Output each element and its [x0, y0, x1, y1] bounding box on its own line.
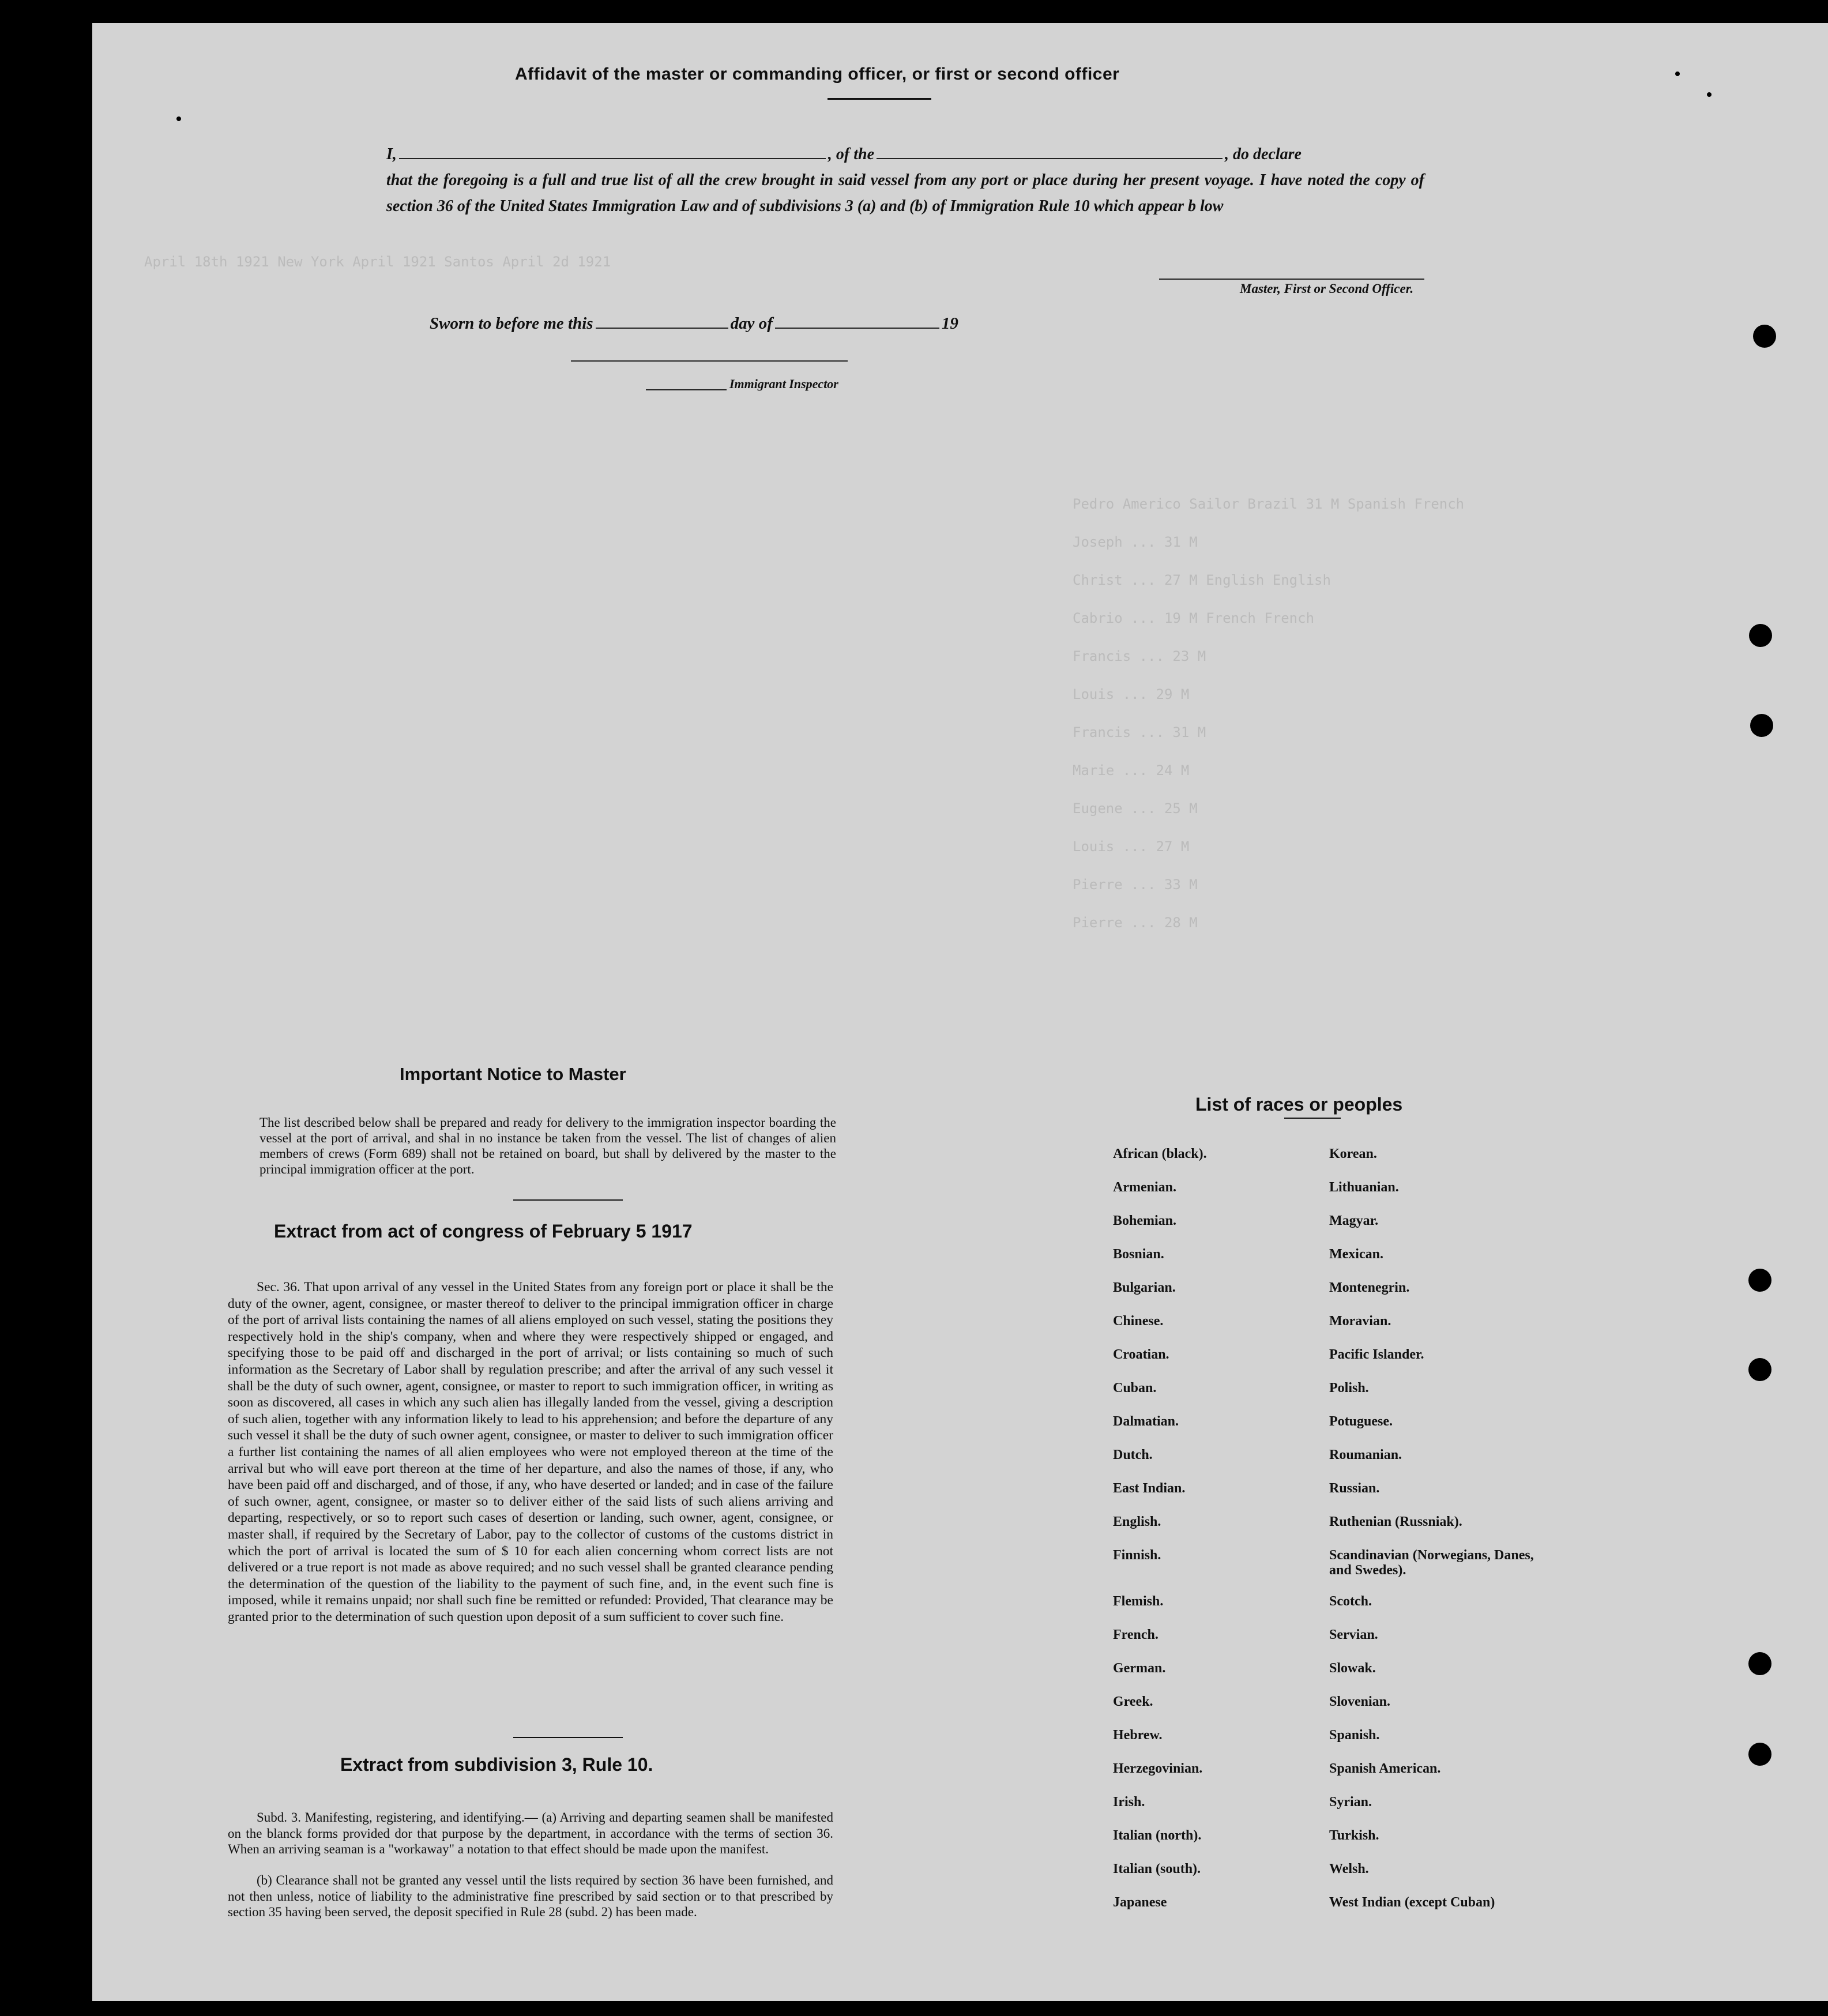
master-signature-caption: Master, First or Second Officer. — [1240, 281, 1414, 296]
races-title — [1195, 1094, 1402, 1115]
notice-rule — [513, 1199, 623, 1201]
race-item: East Indian. — [1113, 1481, 1186, 1496]
punch-hole — [1750, 714, 1773, 737]
race-item: Servian. — [1329, 1627, 1378, 1642]
vessel-name-field[interactable] — [877, 158, 1223, 159]
race-item: Montenegrin. — [1329, 1280, 1410, 1295]
inspector-caption: Immigrant Inspector — [729, 377, 838, 391]
act-extract-title: Extract from act of congress of February 5 1917 — [274, 1221, 693, 1242]
race-item: Scotch. — [1329, 1594, 1372, 1609]
race-item: Mexican. — [1329, 1247, 1383, 1262]
bleed-through-row: Pierre ... 28 M — [1073, 915, 1198, 931]
race-item: Dutch. — [1113, 1447, 1153, 1462]
affidavit-body — [386, 141, 1424, 219]
race-item: Roumanian. — [1329, 1447, 1402, 1462]
bleed-through-row: Marie ... 24 M — [1073, 762, 1190, 778]
bleed-through-row: Louis ... 27 M — [1073, 838, 1190, 855]
year-label: 19 — [941, 314, 958, 333]
bleed-through-row: Francis ... 31 M — [1073, 724, 1206, 740]
punch-hole — [1748, 1743, 1771, 1766]
bleed-through-row: Francis ... 23 M — [1073, 648, 1206, 664]
race-item: English. — [1113, 1514, 1161, 1529]
document-page — [92, 23, 1828, 2001]
race-item: Syrian. — [1329, 1795, 1372, 1810]
race-item: Pacific Islander. — [1329, 1347, 1424, 1362]
notice-body: The list described below shall be prepared and ready for delivery to the immigration inspector boarding the vessel at the port of arrival, and shal in no instance be taken from the vessel. The list of changes of alien members of crews (Form 689) shall not be retained on board, but shall by delivered by the master to the principal immigration officer at the port. — [259, 1115, 836, 1176]
bleed-through-row: Christ ... 27 M English English — [1073, 572, 1331, 588]
affidavit-do-declare-label: , do declare — [1225, 145, 1302, 163]
bleed-through-row: Cabrio ... 19 M French French — [1073, 610, 1315, 626]
bleed-through-header: April 18th 1921 New York April 1921 Santos April 2d 1921 — [144, 254, 611, 270]
punch-hole — [1748, 1358, 1771, 1381]
race-item: Spanish American. — [1329, 1761, 1441, 1776]
bleed-through-row: Pierre ... 33 M — [1073, 877, 1198, 893]
race-item: Russian. — [1329, 1481, 1380, 1496]
race-item: Dalmatian. — [1113, 1414, 1179, 1429]
race-item: Magyar. — [1329, 1213, 1379, 1228]
bleed-through-row: Eugene ... 25 M — [1073, 800, 1198, 817]
race-item: French. — [1113, 1627, 1159, 1642]
race-item: Flemish. — [1113, 1594, 1164, 1609]
race-item: Spanish. — [1329, 1728, 1380, 1743]
race-item: Italian (south). — [1113, 1861, 1201, 1876]
act-extract-rule — [513, 1737, 623, 1738]
race-item: Scandinavian (Norwegians, Danes, and Swedes). — [1329, 1548, 1534, 1578]
bleed-through-row: Joseph ... 31 M — [1073, 534, 1198, 550]
race-item: Slovenian. — [1329, 1694, 1391, 1709]
race-item: Greek. — [1113, 1694, 1153, 1709]
rule-extract-para-a: Subd. 3. Manifesting, registering, and identifying.— (a) Arriving and departing seamen shall be manifested on the blanck forms provided dor that purpose by the department, in accordance with the terms of section 36. When an arriving seaman is a "workaway" a notation to that effect should be made upon the manifest. — [228, 1810, 833, 1856]
affidavit-title: Affidavit of the master or commanding officer, or first or second officer — [515, 65, 1120, 84]
master-name-field[interactable] — [399, 158, 826, 159]
affidavit-title-rule — [828, 98, 931, 100]
affidavit-i-label: I, — [386, 145, 397, 163]
affidavit-first-line — [386, 141, 1424, 167]
race-item: West Indian (except Cuban) — [1329, 1895, 1495, 1910]
race-item: Polish. — [1329, 1381, 1369, 1396]
rule-extract-title: Extract from subdivision 3, Rule 10. — [340, 1754, 653, 1775]
notice-title: Important Notice to Master — [400, 1064, 626, 1084]
punch-hole — [1748, 1269, 1771, 1292]
inspector-signature-line[interactable] — [571, 360, 848, 362]
day-of-label: day of — [730, 314, 773, 333]
race-item: African (black). — [1113, 1146, 1207, 1161]
race-item: Irish. — [1113, 1795, 1145, 1810]
race-item: Turkish. — [1329, 1828, 1379, 1843]
sworn-label: Sworn to before me this — [430, 314, 593, 333]
bleed-through-row: Pedro Americo Sailor Brazil 31 M Spanish French — [1073, 496, 1465, 512]
race-item: Ruthenian (Russniak). — [1329, 1514, 1462, 1529]
race-item: Potuguese. — [1329, 1414, 1393, 1429]
act-extract-body: Sec. 36. That upon arrival of any vessel in the United States from any foreign port or place it shall be the duty of the owner, agent, consignee, or master thereof to deliver to the principal immigration officer in charge of the port of arrival lists containing the names of all aliens employed on such vessel, stating the positions they respectively hold in the ship's company, when and where they were respectively shipped or engaged, and specifying those to be paid off and discharged in the port of arrival; or lists containing so much of such information as the Secretary of Labor shall by regulation prescribe; and after the arrival of any such vessel it shall be the duty of such owner, agent, consignee, or master to report to such immigration officer, in writing as soon as discovered, all cases in which any such alien has illegally landed from the vessel, giving a description of such alien, together with any information likely to lead to his apprehension; and before the departure of any such vessel it shall be the duty of such owner agent, consignee, or master to deliver to such immigration officer a further list containing the names of all alien employees who were not employed thereon at the time of the arrival but who will eave port thereon at the time of her departure, and also the names of those, if any, who have been paid off and discharged, and of those, if any, who have deserted or landed; and in case of the failure of such owner, agent, consignee, or master so to deliver either of the said lists of such aliens arriving and departing, respectively, or so to report such cases of desertion or landing, such owner, agent, consignee, or master shall, if required by the Secretary of Labor, pay to the collector of customs of the customs district in which the port of arrival is located the sum of $ 10 for each alien concerning whom correct lists are not delivered or a true report is not made as above required; and no such vessel shall be granted clearance pending the determination of the question of the liability to the payment of such fine, and, in the event such fine is imposed, while it remains unpaid; nor shall such fine be remitted or refunded: Provided, That clearance may be granted prior to the determination of such question upon deposit of a sum sufficient to cover such fine. — [228, 1280, 833, 1624]
bleed-through-row: Louis ... 29 M — [1073, 686, 1190, 702]
race-item: Moravian. — [1329, 1314, 1391, 1329]
race-item: Welsh. — [1329, 1861, 1369, 1876]
stray-mark — [176, 116, 181, 121]
rule-extract-para-b: (b) Clearance shall not be granted any vessel until the lists required by section 36 have been furnished, and not then unless, notice of liability to the administrative fine prescribed by said section or to that prescribed by section 35 having been served, the deposit specified in Rule 28 (subd. 2) has been made. — [228, 1873, 833, 1919]
races-title-underline — [1284, 1118, 1341, 1119]
race-item: Cuban. — [1113, 1381, 1157, 1396]
races-title-text: List of races or peoples — [1195, 1094, 1403, 1115]
stray-mark — [1675, 72, 1680, 76]
race-item: Korean. — [1329, 1146, 1377, 1161]
race-item: Hebrew. — [1113, 1728, 1163, 1743]
affidavit-of-the-label: , of the — [828, 145, 875, 163]
race-item: Armenian. — [1113, 1180, 1176, 1195]
sworn-day-field[interactable] — [596, 328, 728, 329]
race-item: Italian (north). — [1113, 1828, 1202, 1843]
race-item: Bosnian. — [1113, 1247, 1164, 1262]
sworn-row — [430, 314, 958, 333]
race-item: Slowak. — [1329, 1661, 1376, 1676]
race-item: Japanese — [1113, 1895, 1167, 1910]
race-item: Finnish. — [1113, 1548, 1161, 1563]
punch-hole — [1749, 624, 1772, 647]
punch-hole — [1753, 325, 1776, 348]
race-item: Herzegovinian. — [1113, 1761, 1203, 1776]
punch-hole — [1748, 1652, 1771, 1675]
sworn-month-field[interactable] — [775, 328, 939, 329]
race-item: Lithuanian. — [1329, 1180, 1399, 1195]
master-signature-line[interactable] — [1159, 279, 1424, 280]
race-item: German. — [1113, 1661, 1166, 1676]
affidavit-text: that the foregoing is a full and true list of all the crew brought in said vessel from any port or place during her present voyage. I have noted the copy of section 36 of the United States Immigration Law and of subdivisions 3 (a) and (b) of Immigration Rule 10 which appear b low — [386, 171, 1424, 215]
race-item: Chinese. — [1113, 1314, 1164, 1329]
stray-mark — [1707, 92, 1712, 97]
race-item: Bulgarian. — [1113, 1280, 1176, 1295]
race-item: Croatian. — [1113, 1347, 1169, 1362]
race-item: Bohemian. — [1113, 1213, 1177, 1228]
inspector-short-line — [646, 389, 727, 390]
